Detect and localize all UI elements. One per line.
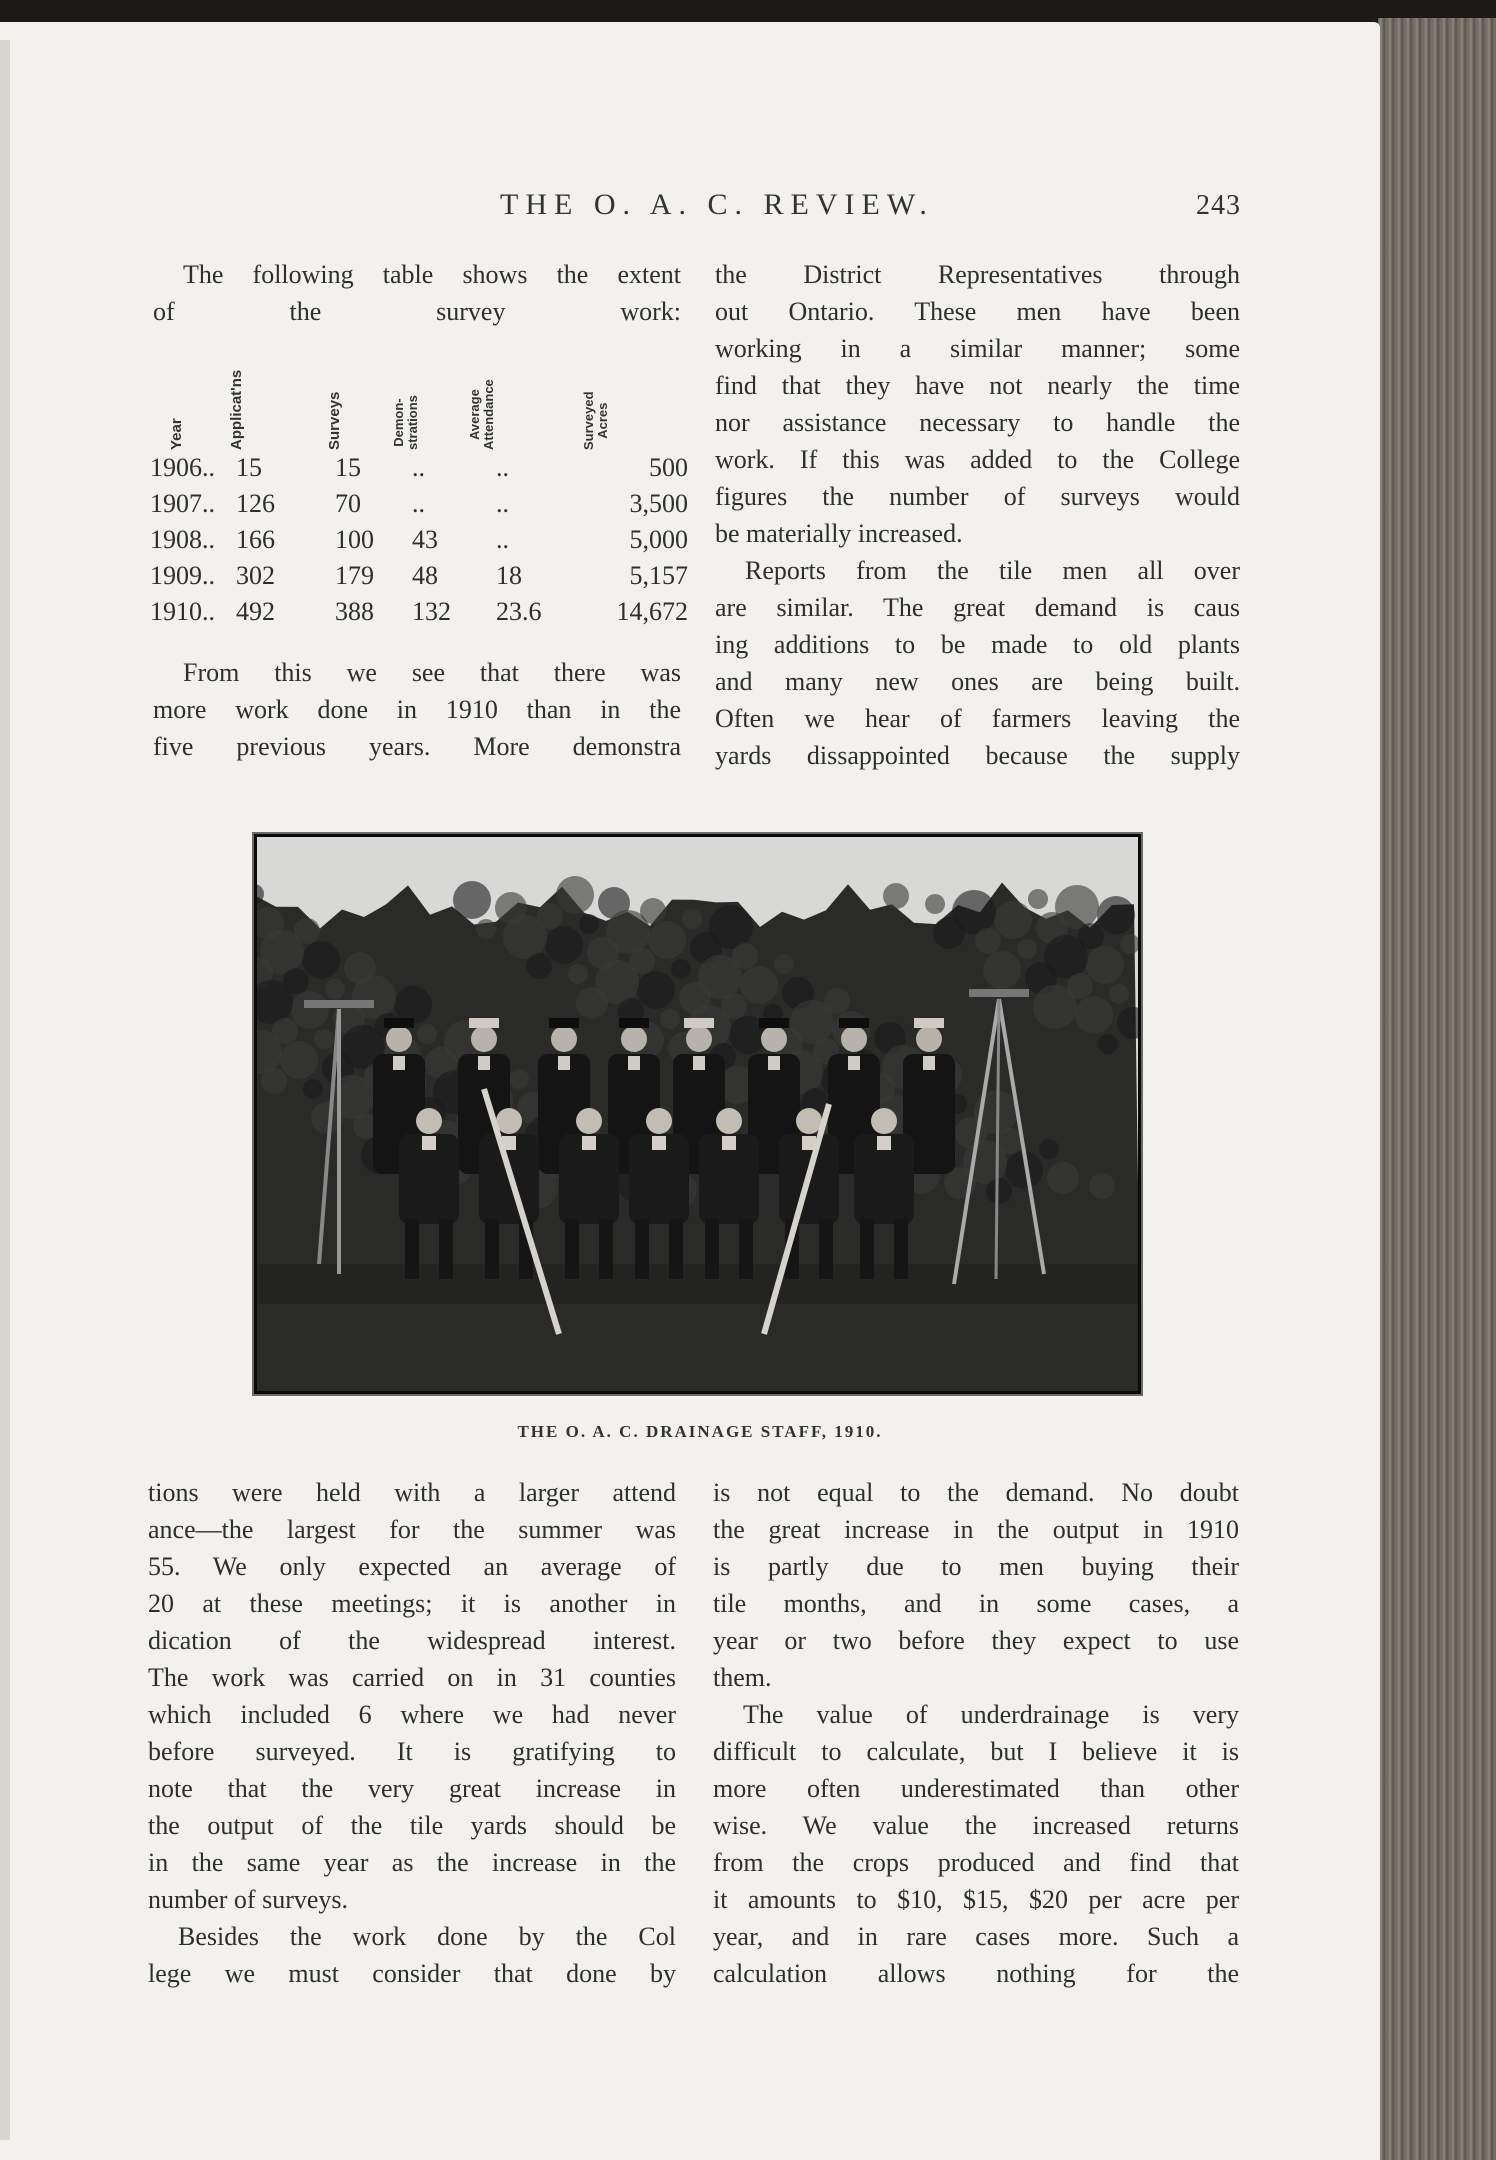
level-instrument: [969, 989, 1029, 997]
table-row: [150, 453, 688, 491]
text-line: working in a similar manner; some: [715, 334, 1240, 363]
leg: [405, 1219, 419, 1279]
table-cell-acres: 3,500: [629, 489, 688, 518]
leg: [894, 1219, 908, 1279]
text-line: yards dissappointed because the supply: [715, 741, 1240, 770]
leg: [705, 1219, 719, 1279]
column-header: [392, 395, 420, 450]
photo-foliage: [476, 919, 496, 939]
photo-foliage: [1098, 1034, 1118, 1054]
photo-foliage: [637, 971, 675, 1009]
table-cell-demonstrations: ..: [412, 453, 425, 482]
paragraph-demonstrations: [148, 1474, 676, 1992]
shirt-collar: [923, 1056, 935, 1070]
leg: [669, 1219, 683, 1279]
column-header: [327, 392, 342, 450]
column-header-text: Acres: [595, 402, 610, 439]
photo-foliage: [325, 979, 345, 999]
photo-lawn-shade: [254, 1304, 1141, 1394]
photo-foliage: [1097, 896, 1135, 934]
hat: [384, 1018, 414, 1028]
paragraph-intro: [153, 256, 681, 330]
text-line: Reports from the tile men all over: [745, 556, 1240, 585]
text-line: difficult to calculate, but I believe it is: [713, 1737, 1239, 1766]
column-header-text: Attendance: [481, 379, 496, 450]
seated-man-face: [576, 1108, 602, 1134]
shirt-collar: [693, 1056, 705, 1070]
text-line: dication of the widespread interest.: [148, 1626, 676, 1655]
photo-foliage: [545, 926, 583, 964]
photo-foliage: [291, 991, 329, 1029]
column-header-text: strations: [405, 395, 420, 450]
text-line: them.: [713, 1663, 772, 1692]
text-line: out Ontario. These men have been: [715, 297, 1240, 326]
photo-foliage: [576, 987, 608, 1019]
hat: [469, 1018, 499, 1028]
seated-man-face: [716, 1108, 742, 1134]
text-line: ing additions to be made to old plants: [715, 630, 1240, 659]
photo-foliage: [1120, 934, 1140, 954]
text-line: of the survey work:: [153, 297, 681, 326]
text-line: more work done in 1910 than in the: [153, 695, 681, 724]
photo-foliage: [1089, 1173, 1115, 1199]
photo-foliage: [579, 914, 599, 934]
table-cell-surveys: 15: [335, 453, 361, 482]
text-line: tions were held with a larger attend: [148, 1478, 676, 1507]
photo-foliage: [648, 921, 686, 959]
photo-foliage: [314, 1029, 334, 1049]
text-line: the District Representatives through: [715, 260, 1240, 289]
text-line: ance—the largest for the summer was: [148, 1515, 676, 1544]
text-line: which included 6 where we had never: [148, 1700, 676, 1729]
shirt-collar: [558, 1056, 570, 1070]
leg: [565, 1219, 579, 1279]
photo-foliage: [302, 941, 340, 979]
table-cell-acres: 5,000: [629, 525, 688, 554]
standing-man-face: [386, 1026, 412, 1052]
seated-man-face: [646, 1108, 672, 1134]
staff-photograph: [252, 832, 1143, 1396]
standing-man-face: [471, 1026, 497, 1052]
table-cell-surveys: 179: [335, 561, 374, 590]
photo-foliage: [526, 953, 552, 979]
survey-table: [150, 345, 688, 645]
table-cell-applications: 15: [236, 453, 262, 482]
text-line: five previous years. More demonstra: [153, 732, 681, 761]
table-row: [150, 597, 688, 635]
text-line: year, and in rare cases more. Such a: [713, 1922, 1239, 1951]
shirt-collar: [628, 1056, 640, 1070]
paragraph-survey-comparison: [153, 654, 681, 765]
table-cell-acres: 14,672: [616, 597, 688, 626]
text-line: From this we see that there was: [183, 658, 681, 687]
book-spine: [1378, 18, 1496, 2160]
standing-man-face: [761, 1026, 787, 1052]
text-line: The following table shows the extent: [183, 260, 681, 289]
page-edge-shadow: [0, 40, 10, 2140]
table-row: [150, 561, 688, 599]
text-line: figures the number of surveys would: [715, 482, 1240, 511]
standing-man-face: [551, 1026, 577, 1052]
photo-caption: THE O. A. C. DRAINAGE STAFF, 1910.: [517, 1422, 883, 1441]
photo-foliage: [682, 909, 702, 929]
text-line: Besides the work done by the Col: [178, 1922, 676, 1951]
paragraph-district-representatives: [715, 256, 1240, 774]
text-line: work. If this was added to the College: [715, 445, 1240, 474]
shirt-collar: [848, 1056, 860, 1070]
photo-foliage: [1033, 985, 1077, 1029]
shirt-collar: [582, 1136, 596, 1150]
photo-foliage: [1047, 1162, 1079, 1194]
text-line: The value of underdrainage is very: [743, 1700, 1239, 1729]
photo-foliage: [975, 928, 1001, 954]
text-line: the great increase in the output in 1910: [713, 1515, 1239, 1544]
table-cell-year: 1909..: [150, 561, 215, 590]
table-cell-attendance: 23.6: [496, 597, 542, 626]
column-header: [582, 391, 610, 450]
photo-foliage: [925, 894, 945, 914]
standing-man-face: [686, 1026, 712, 1052]
text-line: wise. We value the increased returns: [713, 1811, 1239, 1840]
standing-man-face: [621, 1026, 647, 1052]
table-cell-demonstrations: 43: [412, 525, 438, 554]
table-cell-attendance: ..: [496, 489, 509, 518]
text-line: 20 at these meetings; it is another in: [148, 1589, 676, 1618]
text-line: Often we hear of farmers leaving the: [715, 704, 1240, 733]
standing-man-face: [841, 1026, 867, 1052]
shirt-collar: [652, 1136, 666, 1150]
text-line: 55. We only expected an average of: [148, 1552, 676, 1581]
column-header-text: Year: [168, 418, 185, 450]
leg: [635, 1219, 649, 1279]
text-line: calculation allows nothing for the: [713, 1959, 1239, 1988]
text-line: is not equal to the demand. No doubt: [713, 1478, 1239, 1507]
text-line: year or two before they expect to use: [713, 1626, 1239, 1655]
column-header-text: Surveyed: [581, 391, 596, 450]
photo-foliage: [883, 883, 909, 909]
table-cell-demonstrations: 48: [412, 561, 438, 590]
text-line: it amounts to $10, $15, $20 per acre per: [713, 1885, 1239, 1914]
table-cell-surveys: 388: [335, 597, 374, 626]
photo-foliage: [1075, 996, 1113, 1034]
text-line: before surveyed. It is gratifying to: [148, 1737, 676, 1766]
table-cell-attendance: ..: [496, 453, 509, 482]
seated-man-face: [796, 1108, 822, 1134]
leg: [819, 1219, 833, 1279]
photo-foliage: [774, 954, 794, 974]
photo-foliage: [503, 915, 547, 959]
table-cell-acres: 5,157: [629, 561, 688, 590]
seated-man-face: [871, 1108, 897, 1134]
hat: [684, 1018, 714, 1028]
photo-foliage: [660, 1009, 680, 1029]
photo-foliage: [740, 966, 778, 1004]
photo-foliage: [509, 1069, 529, 1089]
photo-foliage: [1039, 1139, 1059, 1159]
text-line: more often underestimated than other: [713, 1774, 1239, 1803]
table-cell-applications: 126: [236, 489, 275, 518]
leg: [739, 1219, 753, 1279]
shirt-collar: [768, 1056, 780, 1070]
text-line: number of surveys.: [148, 1885, 349, 1914]
photo-foliage: [303, 1079, 323, 1099]
table-cell-year: 1907..: [150, 489, 215, 518]
column-header: [169, 418, 184, 450]
photo-foliage: [1109, 984, 1129, 1004]
hat: [549, 1018, 579, 1028]
photo-foliage: [983, 951, 1021, 989]
table-cell-surveys: 70: [335, 489, 361, 518]
table-cell-year: 1910..: [150, 597, 215, 626]
column-header: [229, 370, 244, 450]
text-line: find that they have not nearly the time: [715, 371, 1240, 400]
column-header-text: Demon-: [391, 398, 406, 447]
photo-foliage: [568, 964, 588, 984]
hat: [619, 1018, 649, 1028]
group-photograph-icon: [254, 834, 1141, 1394]
column-header-text: Applicat'ns: [228, 369, 245, 450]
text-line: is partly due to men buying their: [713, 1552, 1239, 1581]
text-line: nor assistance necessary to handle the: [715, 408, 1240, 437]
photo-foliage: [453, 881, 491, 919]
seated-man-face: [416, 1108, 442, 1134]
photo-foliage: [261, 1068, 287, 1094]
shirt-collar: [422, 1136, 436, 1150]
table-cell-applications: 492: [236, 597, 275, 626]
table-cell-demonstrations: 132: [412, 597, 451, 626]
column-header-text: Average: [467, 389, 482, 441]
shirt-collar: [877, 1136, 891, 1150]
hat: [759, 1018, 789, 1028]
page-number: 243: [1196, 190, 1241, 221]
hat: [914, 1018, 944, 1028]
leg: [599, 1219, 613, 1279]
photo-foliage: [280, 1041, 318, 1079]
photo-foliage: [986, 1178, 1012, 1204]
column-header: [468, 379, 496, 450]
text-line: lege we must consider that done by: [148, 1959, 676, 1988]
leg: [439, 1219, 453, 1279]
table-row: [150, 525, 688, 563]
text-line: note that the very great increase in: [148, 1774, 676, 1803]
photo-foliage: [417, 1024, 437, 1044]
leg: [860, 1219, 874, 1279]
text-line: in the same year as the increase in the: [148, 1848, 676, 1877]
photo-foliage: [1028, 889, 1048, 909]
text-line: are similar. The great demand is caus: [715, 593, 1240, 622]
table-cell-demonstrations: ..: [412, 489, 425, 518]
text-line: from the crops produced and find that: [713, 1848, 1239, 1877]
hat: [839, 1018, 869, 1028]
text-line: and many new ones are being built.: [715, 667, 1240, 696]
table-cell-year: 1908..: [150, 525, 215, 554]
photo-foliage: [1086, 946, 1124, 984]
photo-foliage: [671, 959, 691, 979]
photo-foliage: [556, 876, 594, 914]
photo-foliage: [933, 917, 965, 949]
table-cell-year: 1906..: [150, 453, 215, 482]
text-line: tile months, and in some cases, a: [713, 1589, 1239, 1618]
standing-man-face: [916, 1026, 942, 1052]
shirt-collar: [393, 1056, 405, 1070]
paragraph-value-of-underdrainage: [713, 1474, 1239, 1992]
running-title: THE O. A. C. REVIEW.: [500, 188, 934, 221]
table-cell-applications: 302: [236, 561, 275, 590]
text-line: be materially increased.: [715, 519, 963, 548]
level-instrument: [304, 1000, 374, 1008]
leg: [485, 1219, 499, 1279]
photo-foliage: [1017, 939, 1037, 959]
text-line: The work was carried on in 31 counties: [148, 1663, 676, 1692]
table-cell-attendance: 18: [496, 561, 522, 590]
table-cell-acres: 500: [649, 453, 688, 482]
shirt-collar: [478, 1056, 490, 1070]
table-row: [150, 489, 688, 527]
table-cell-surveys: 100: [335, 525, 374, 554]
text-line: the output of the tile yards should be: [148, 1811, 676, 1840]
seated-man-face: [496, 1108, 522, 1134]
table-cell-attendance: ..: [496, 525, 509, 554]
photo-foliage: [994, 901, 1032, 939]
table-cell-applications: 166: [236, 525, 275, 554]
shirt-collar: [722, 1136, 736, 1150]
column-header-text: Surveys: [326, 391, 343, 450]
